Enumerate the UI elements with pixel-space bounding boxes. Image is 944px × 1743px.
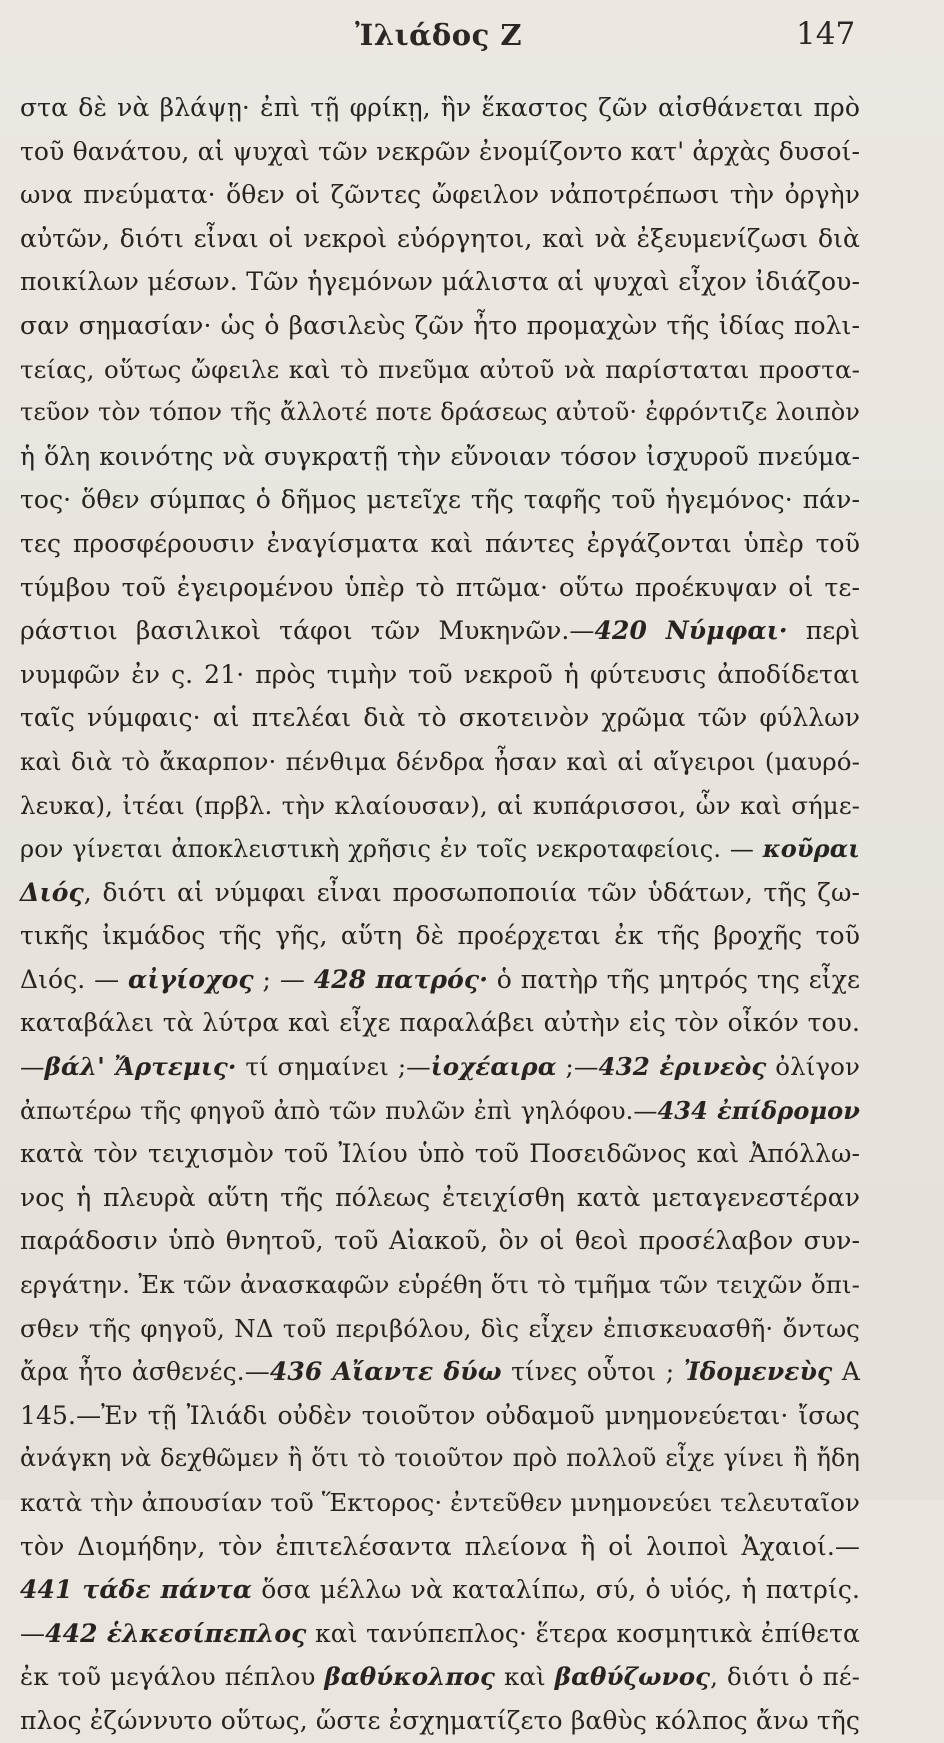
line-text: τες προσφέρουσιν ἐναγίσματα καὶ πάντες ἐργάζονται ὑπὲρ τοῦ	[20, 528, 860, 558]
line-text: ὅσα μέλλω νὰ καταλίπω, σύ, ὁ υἱός, ἡ πατρίς.	[252, 1575, 860, 1605]
text-line	[20, 1568, 860, 1612]
text-line	[20, 1481, 860, 1525]
line-text: τύμβου τοῦ ἐγειρομένου ὑπὲρ τὸ πτῶμα· οὕτω προέκυψαν οἱ τε-	[20, 572, 860, 602]
line-text: καὶ τανύπεπλος· ἕτερα κοσμητικὰ ἐπίθετα	[306, 1618, 860, 1648]
line-text: νυμφῶν ἐν ς. 21· πρὸς τιμὴν τοῦ νεκροῦ ἡ φύτευσις ἀποδίδεται	[20, 659, 860, 689]
line-text: κατὰ τὴν ἀπουσίαν τοῦ Ἕκτορος· ἐντεῦθεν μνημονεύει τελευταῖον	[20, 1488, 860, 1517]
line-text: τοῦ θανάτου, αἱ ψυχαὶ τῶν νεκρῶν ἐνομίζοντο κατ' ἀρχὰς δυσοί-	[20, 136, 860, 166]
text-line	[20, 130, 860, 174]
line-text: 145.—Ἐν τῇ Ἰλιάδι οὐδὲν τοιοῦτον οὐδαμοῦ μνημονεύεται· ἴσως	[20, 1400, 860, 1430]
text-line	[20, 348, 860, 392]
text-line	[20, 1045, 860, 1089]
text-line	[20, 1263, 860, 1307]
lemma-text: 441 τάδε πάντα	[20, 1575, 253, 1605]
lemma-text: 442 ἑλκεσίπεπλος	[45, 1618, 307, 1648]
text-line	[20, 1699, 860, 1743]
text-line	[20, 522, 860, 566]
text-line	[20, 86, 860, 130]
line-text: ποικίλων μέσων. Τῶν ἡγεμόνων μάλιστα αἱ ψυχαὶ εἶχον ἰδιάζου-	[20, 267, 860, 297]
text-line	[20, 1219, 860, 1263]
text-line	[20, 871, 860, 915]
line-text: ρον γίνεται ἀποκλειστικὴ χρῆσις ἐν τοῖς νεκροταφείοις. —	[20, 835, 763, 864]
text-line	[20, 1612, 860, 1656]
line-text: σαν σημασίαν· ὡς ὁ βασιλεὺς ζῶν ἦτο προμαχὼν τῆς ἰδίας πολι-	[20, 310, 860, 340]
text-line	[20, 827, 860, 871]
text-line	[20, 609, 860, 653]
text-line	[20, 173, 860, 217]
line-text: ἡ ὅλη κοινότης νὰ συγκρατῇ τὴν εὔνοιαν τόσον ἰσχυροῦ πνεύμα-	[20, 441, 860, 471]
line-text: ράστιοι βασιλικοὶ τάφοι τῶν Μυκηνῶν.—	[20, 616, 595, 646]
line-text: ταῖς νύμφαις· αἱ πτελέαι διὰ τὸ σκοτεινὸν χρῶμα τῶν φύλλων	[20, 703, 860, 733]
text-line	[20, 1525, 860, 1569]
text-line	[20, 653, 860, 697]
text-line	[20, 1394, 860, 1438]
lemma-text: Διός	[20, 877, 84, 907]
text-line	[20, 260, 860, 304]
text-line	[20, 784, 860, 828]
text-line	[20, 1307, 860, 1351]
line-text: ὀλίγον	[766, 1052, 861, 1082]
line-text: ἐκ τοῦ μεγάλου πέπλου	[20, 1662, 325, 1692]
lemma-text: κοῦραι	[762, 834, 860, 864]
line-text: αὐτῶν, διότι εἶναι οἱ νεκροὶ εὐόργητοι, καὶ νὰ ἐξευμενίζωσι διὰ	[20, 223, 860, 253]
text-line	[20, 740, 860, 784]
text-line	[20, 958, 860, 1002]
line-text: τος· ὅθεν σύμπας ὁ δῆμος μετεῖχε τῆς ταφῆς τοῦ ἡγεμόνος· πάν-	[20, 485, 860, 515]
text-line	[20, 1350, 860, 1394]
line-text: τείας, οὕτως ὤφειλε καὶ τὸ πνεῦμα αὐτοῦ νὰ παρίσταται προστα-	[20, 354, 860, 384]
line-text: ; —	[253, 964, 314, 994]
text-line	[20, 1001, 860, 1045]
text-line	[20, 1176, 860, 1220]
line-text: τὸν Διομήδην, τὸν ἐπιτελέσαντα πλείονα ἢ οἱ λοιποὶ Ἀχαιοί.—	[20, 1531, 860, 1561]
line-text: τεῦον τὸν τόπον τῆς ἄλλοτέ ποτε δράσεως αὐτοῦ· ἐφρόντιζε λοιπὸν	[20, 398, 860, 427]
line-text: ἀνάγκη νὰ δεχθῶμεν ἢ ὅτι τὸ τοιοῦτον πρὸ πολλοῦ εἶχε γίνει ἢ ἤδη	[20, 1444, 860, 1473]
lemma-text: ἰοχέαιρα	[430, 1052, 557, 1082]
line-text: εργάτην. Ἐκ τῶν ἀνασκαφῶν εὑρέθη ὅτι τὸ τμῆμα τῶν τειχῶν ὄπι-	[20, 1270, 860, 1300]
text-line	[20, 914, 860, 958]
text-line	[20, 1437, 860, 1481]
line-text: στα δὲ νὰ βλάψῃ· ἐπὶ τῇ φρίκῃ, ἣν ἕκαστος ζῶν αἰσθάνεται πρὸ	[20, 93, 860, 122]
lemma-text: βαθύκολπος	[324, 1662, 495, 1692]
line-text: κατὰ τὸν τειχισμὸν τοῦ Ἰλίου ὑπὸ τοῦ Ποσειδῶνος καὶ Ἀπόλλω-	[20, 1139, 860, 1169]
text-line	[20, 391, 860, 435]
line-text: καταβάλει τὰ λύτρα καὶ εἶχε παραλάβει αὐτὴν εἰς τὸν οἶκόν του.	[20, 1008, 860, 1038]
line-text: παράδοσιν ὑπὸ θνητοῦ, τοῦ Αἰακοῦ, ὃν οἱ θεοὶ προσέλαβον συν-	[20, 1226, 860, 1256]
text-line	[20, 1132, 860, 1176]
lemma-text: 434 ἐπίδρομον	[657, 1095, 860, 1125]
line-text: ;—	[556, 1052, 599, 1082]
page-header	[0, 10, 944, 60]
line-text: σθεν τῆς φηγοῦ, ΝΔ τοῦ περιβόλου, δὶς εἶχεν ἐπισκευασθῆ· ὄντως	[20, 1313, 860, 1343]
lemma-text: 428 πατρός·	[313, 964, 489, 994]
line-text: ἀπωτέρω τῆς φηγοῦ ἀπὸ τῶν πυλῶν ἐπὶ γηλόφου.—	[20, 1096, 658, 1125]
line-text: , διότι αἱ νύμφαι εἶναι προσωποποιία τῶν ὑδάτων, τῆς ζω-	[83, 877, 860, 907]
lemma-text: Ἰδομενεὺς	[683, 1357, 833, 1387]
line-text: καὶ διὰ τὸ ἄκαρπον· πένθιμα δένδρα ἦσαν καὶ αἱ αἴγειροι (μαυρό-	[20, 746, 860, 776]
line-text: καὶ	[494, 1662, 555, 1692]
page-number: 147	[796, 16, 856, 52]
line-text: ὁ πατὴρ τῆς μητρός της εἶχε	[488, 964, 860, 994]
line-text: —	[20, 1052, 45, 1082]
text-line	[20, 566, 860, 610]
line-text: τικῆς ἰκμάδος τῆς γῆς, αὕτη δὲ προέρχεται ἐκ τῆς βροχῆς τοῦ	[20, 921, 860, 951]
lemma-text: 436 Αἴαντε δύω	[269, 1357, 502, 1387]
lemma-text: 432 ἐρινεὸς	[598, 1052, 767, 1082]
lemma-text: βαθύζωνος	[554, 1662, 711, 1692]
line-text: περὶ	[787, 616, 860, 646]
running-title: Ἰλιάδος Ζ	[355, 18, 523, 52]
text-line	[20, 435, 860, 479]
line-text: Α	[832, 1357, 860, 1387]
line-text: πλος ἐζώννυτο οὕτως, ὥστε ἐσχηματίζετο βαθὺς κόλπος ἄνω τῆς	[20, 1705, 860, 1735]
lemma-text: 420 Νύμφαι·	[594, 616, 788, 646]
line-text: λευκα), ἰτέαι (πρβλ. τὴν κλαίουσαν), αἱ κυπάρισσοι, ὧν καὶ σήμε-	[20, 790, 860, 820]
lemma-text: αἰγίοχος	[128, 964, 254, 994]
line-text: νος ἡ πλευρὰ αὕτη τῆς πόλεως ἐτειχίσθη κατὰ μεταγενεστέραν	[20, 1182, 860, 1212]
line-text: , διότι ὁ πέ-	[710, 1662, 860, 1692]
line-text: Διός. —	[20, 964, 128, 994]
line-text: ωνα πνεύματα· ὅθεν οἱ ζῶντες ὤφειλον νἀποτρέπωσι τὴν ὀργὴν	[20, 180, 860, 210]
line-text: —	[20, 1618, 46, 1648]
line-text: ἄρα ἦτο ἀσθενές.—	[20, 1357, 270, 1387]
text-line	[20, 304, 860, 348]
commentary-body	[20, 86, 860, 1743]
text-line	[20, 478, 860, 522]
text-line	[20, 696, 860, 740]
line-text: τί σημαίνει ;—	[236, 1052, 431, 1082]
text-line	[20, 1655, 860, 1699]
line-text: τίνες οὗτοι ;	[501, 1357, 684, 1387]
text-line	[20, 217, 860, 261]
text-line	[20, 1089, 860, 1133]
lemma-text: βάλ' Ἄρτεμις·	[44, 1052, 237, 1082]
